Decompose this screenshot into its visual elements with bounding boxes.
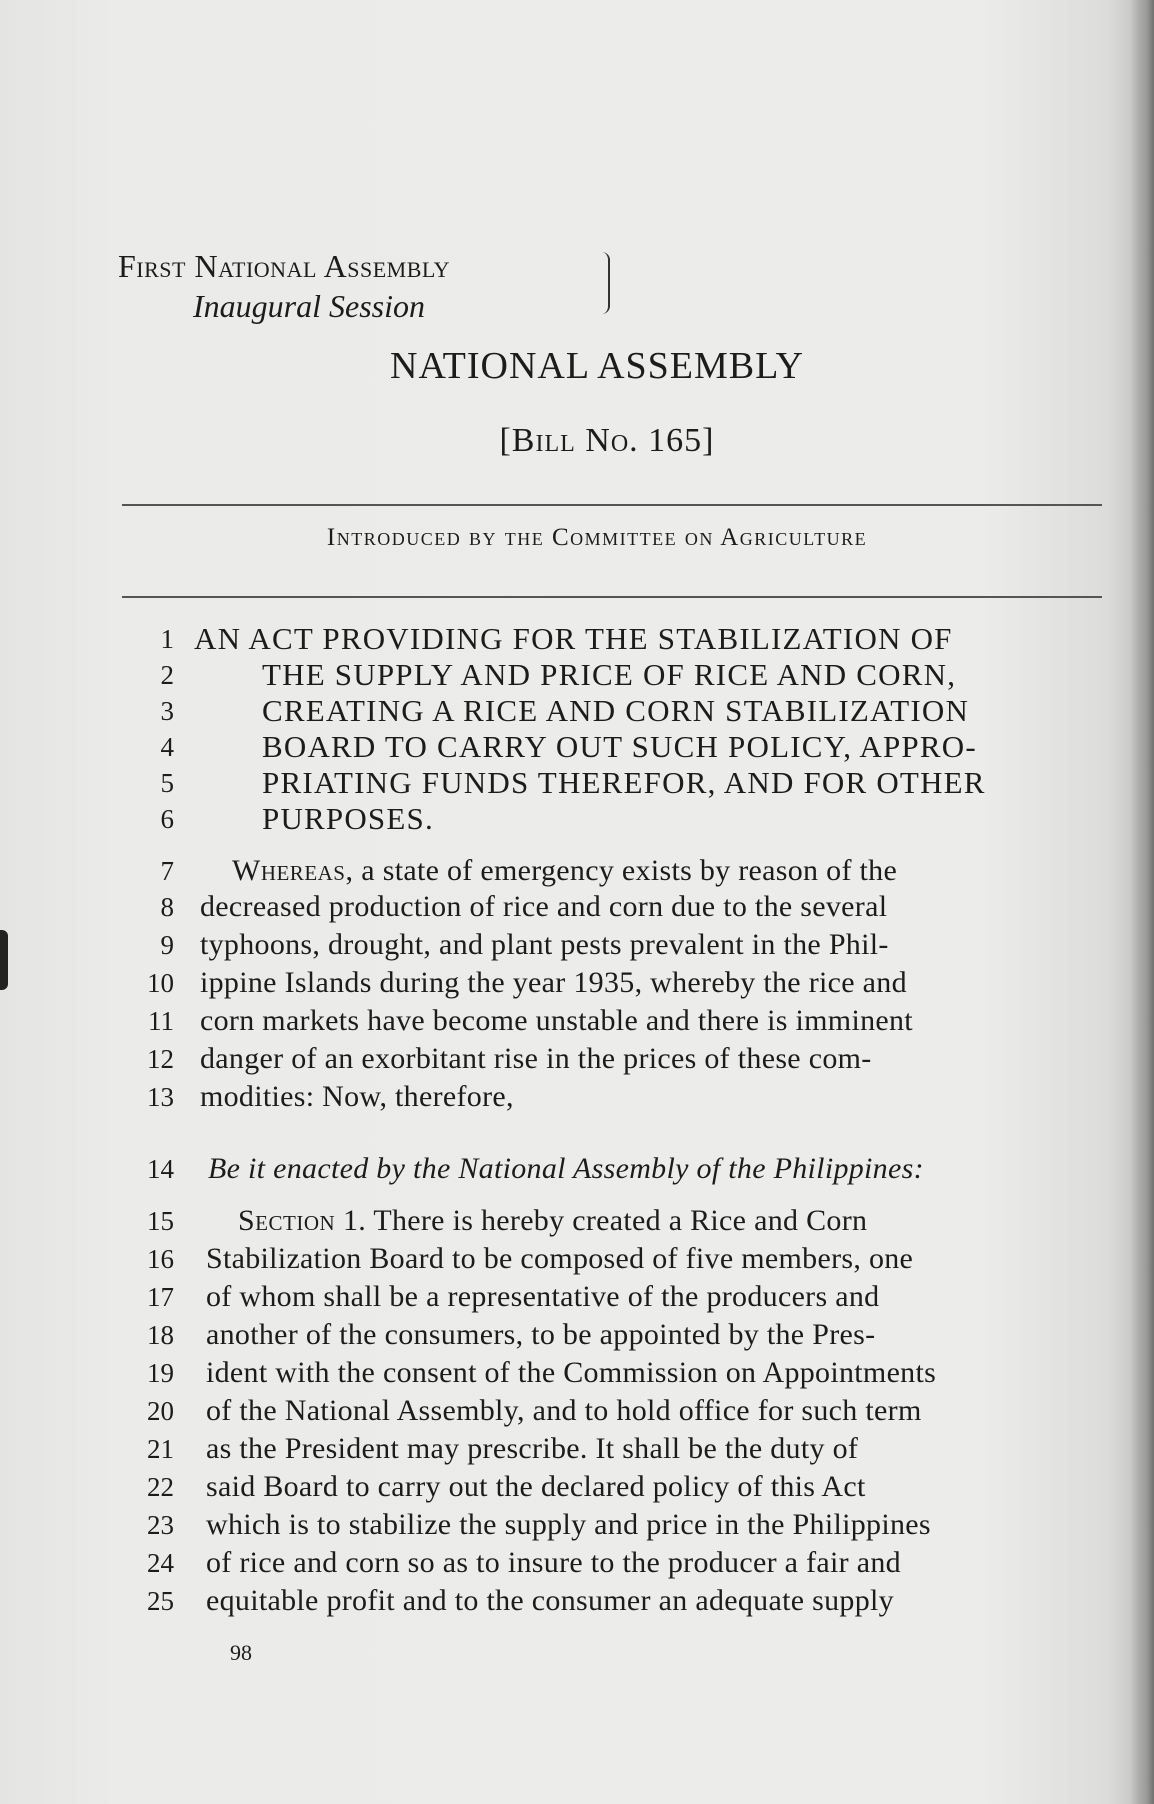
body-text-line <box>200 1078 514 1116</box>
line-number: 20 <box>147 1396 174 1426</box>
line-text: a state of emergency exists by reason of the <box>353 854 898 887</box>
numbered-line <box>0 1240 1154 1278</box>
line-number: 25 <box>147 1586 174 1616</box>
numbered-line <box>0 1354 1154 1392</box>
body-text-line <box>206 1582 894 1620</box>
body-text-line <box>200 888 887 926</box>
line-text: danger of an exorbitant rise in the prices of these com- <box>200 1042 872 1075</box>
body-text-line <box>200 964 907 1002</box>
line-number: 10 <box>147 968 174 998</box>
line-number: 19 <box>147 1358 174 1388</box>
numbered-line <box>0 1278 1154 1316</box>
line-text: decreased production of rice and corn due to the several <box>200 890 888 923</box>
act-title-line <box>262 656 956 694</box>
line-number: 22 <box>147 1472 174 1502</box>
numbered-line <box>0 1582 1154 1620</box>
line-text: equitable profit and to the consumer an adequate supply <box>206 1584 894 1617</box>
line-text: Be it enacted by the National Assembly of the Philippines: <box>208 1152 924 1185</box>
act-title-line <box>262 728 977 766</box>
body-text-line <box>206 1240 913 1278</box>
body-text-line <box>200 1040 872 1078</box>
body-text-line <box>206 1468 866 1506</box>
numbered-line <box>0 1468 1154 1506</box>
line-number: 6 <box>160 804 174 834</box>
body-text-line <box>206 1506 931 1544</box>
assembly-line: First National Assembly <box>118 248 451 284</box>
body-text-line <box>200 1002 913 1040</box>
bill-number: [Bill No. 165] <box>499 422 715 459</box>
line-number: 4 <box>160 732 174 762</box>
line-text: 1. There is hereby created a Rice and Corn <box>335 1204 868 1237</box>
line-number: 11 <box>148 1006 174 1036</box>
body-text-line <box>206 1316 875 1354</box>
line-number: 23 <box>147 1510 174 1540</box>
numbered-line <box>0 964 1154 1002</box>
body-text-line <box>238 1202 867 1240</box>
line-number: 7 <box>160 856 174 886</box>
numbered-line <box>0 1316 1154 1354</box>
numbered-line <box>0 1506 1154 1544</box>
numbered-line <box>0 926 1154 964</box>
lead-word: Whereas, <box>232 854 354 887</box>
body-text-line <box>200 926 889 964</box>
numbered-line <box>0 620 1154 658</box>
line-text: as the President may prescribe. It shall be the duty of <box>206 1432 859 1465</box>
line-number: 13 <box>147 1082 174 1112</box>
lead-word: Section <box>238 1204 336 1237</box>
line-text: of the National Assembly, and to hold office for such term <box>206 1394 922 1427</box>
body-text-line <box>206 1392 922 1430</box>
line-number: 3 <box>160 696 174 726</box>
numbered-line <box>0 1392 1154 1430</box>
line-text: THE SUPPLY AND PRICE OF RICE AND CORN, <box>262 657 957 692</box>
document-title: NATIONAL ASSEMBLY <box>390 345 804 387</box>
line-number: 17 <box>147 1282 174 1312</box>
numbered-line <box>0 1002 1154 1040</box>
numbered-line <box>0 1040 1154 1078</box>
act-title-line <box>262 692 969 730</box>
numbered-line <box>0 764 1154 802</box>
line-text: another of the consumers, to be appointed by the Pres- <box>206 1318 876 1351</box>
line-number: 21 <box>147 1434 174 1464</box>
line-text: ippine Islands during the year 1935, whereby the rice and <box>200 966 907 999</box>
numbered-line <box>0 800 1154 838</box>
line-text: said Board to carry out the declared policy of this Act <box>206 1470 866 1503</box>
line-number: 15 <box>147 1206 174 1236</box>
line-text: CREATING A RICE AND CORN STABILIZATION <box>262 693 970 728</box>
numbered-line <box>0 1150 1154 1188</box>
numbered-line <box>0 656 1154 694</box>
line-text: of whom shall be a representative of the producers and <box>206 1280 880 1313</box>
introduced-by: Introduced by the Committee on Agriculture <box>326 524 868 551</box>
numbered-line <box>0 1430 1154 1468</box>
line-number: 16 <box>147 1244 174 1274</box>
body-text-line <box>206 1278 879 1316</box>
line-text: PRIATING FUNDS THEREFOR, AND FOR OTHER <box>262 765 986 800</box>
body-text-line <box>232 852 897 890</box>
line-number: 12 <box>147 1044 174 1074</box>
act-title-line <box>194 620 953 658</box>
line-number: 14 <box>147 1154 174 1184</box>
numbered-line <box>0 692 1154 730</box>
line-number: 2 <box>160 660 174 690</box>
numbered-line <box>0 728 1154 766</box>
line-number: 9 <box>160 930 174 960</box>
body-text-line <box>206 1544 901 1582</box>
act-title-line <box>262 800 434 838</box>
line-text: of rice and corn so as to insure to the producer a fair and <box>206 1546 901 1579</box>
assembly-header <box>118 246 450 326</box>
numbered-line <box>0 1202 1154 1240</box>
line-text: typhoons, drought, and plant pests prevalent in the Phil- <box>200 928 889 961</box>
act-title-line <box>262 764 986 802</box>
line-text: modities: Now, therefore, <box>200 1080 514 1113</box>
numbered-line <box>0 888 1154 926</box>
line-number: 1 <box>160 624 174 654</box>
line-number: 8 <box>160 892 174 922</box>
line-text: ident with the consent of the Commission on Appointments <box>206 1356 937 1389</box>
bottom-divider <box>122 596 1102 598</box>
body-text-line <box>206 1430 858 1468</box>
top-divider <box>122 504 1102 506</box>
numbered-line <box>0 1078 1154 1116</box>
page-number: 98 <box>230 1640 252 1665</box>
line-number: 5 <box>160 768 174 798</box>
line-text: BOARD TO CARRY OUT SUCH POLICY, APPRO- <box>262 729 977 764</box>
body-text-line <box>206 1354 936 1392</box>
line-text: AN ACT PROVIDING FOR THE STABILIZATION OF <box>194 621 953 656</box>
body-text-line <box>208 1150 924 1188</box>
numbered-line <box>0 852 1154 890</box>
numbered-line <box>0 1544 1154 1582</box>
line-number: 18 <box>147 1320 174 1350</box>
line-text: PURPOSES. <box>262 801 434 836</box>
header-brace <box>598 252 610 314</box>
line-text: which is to stabilize the supply and price in the Philippines <box>206 1508 931 1541</box>
line-text: Stabilization Board to be composed of five members, one <box>206 1242 914 1275</box>
line-number: 24 <box>147 1548 174 1578</box>
line-text: corn markets have become unstable and there is imminent <box>200 1004 913 1037</box>
session-line: Inaugural Session <box>193 288 425 324</box>
